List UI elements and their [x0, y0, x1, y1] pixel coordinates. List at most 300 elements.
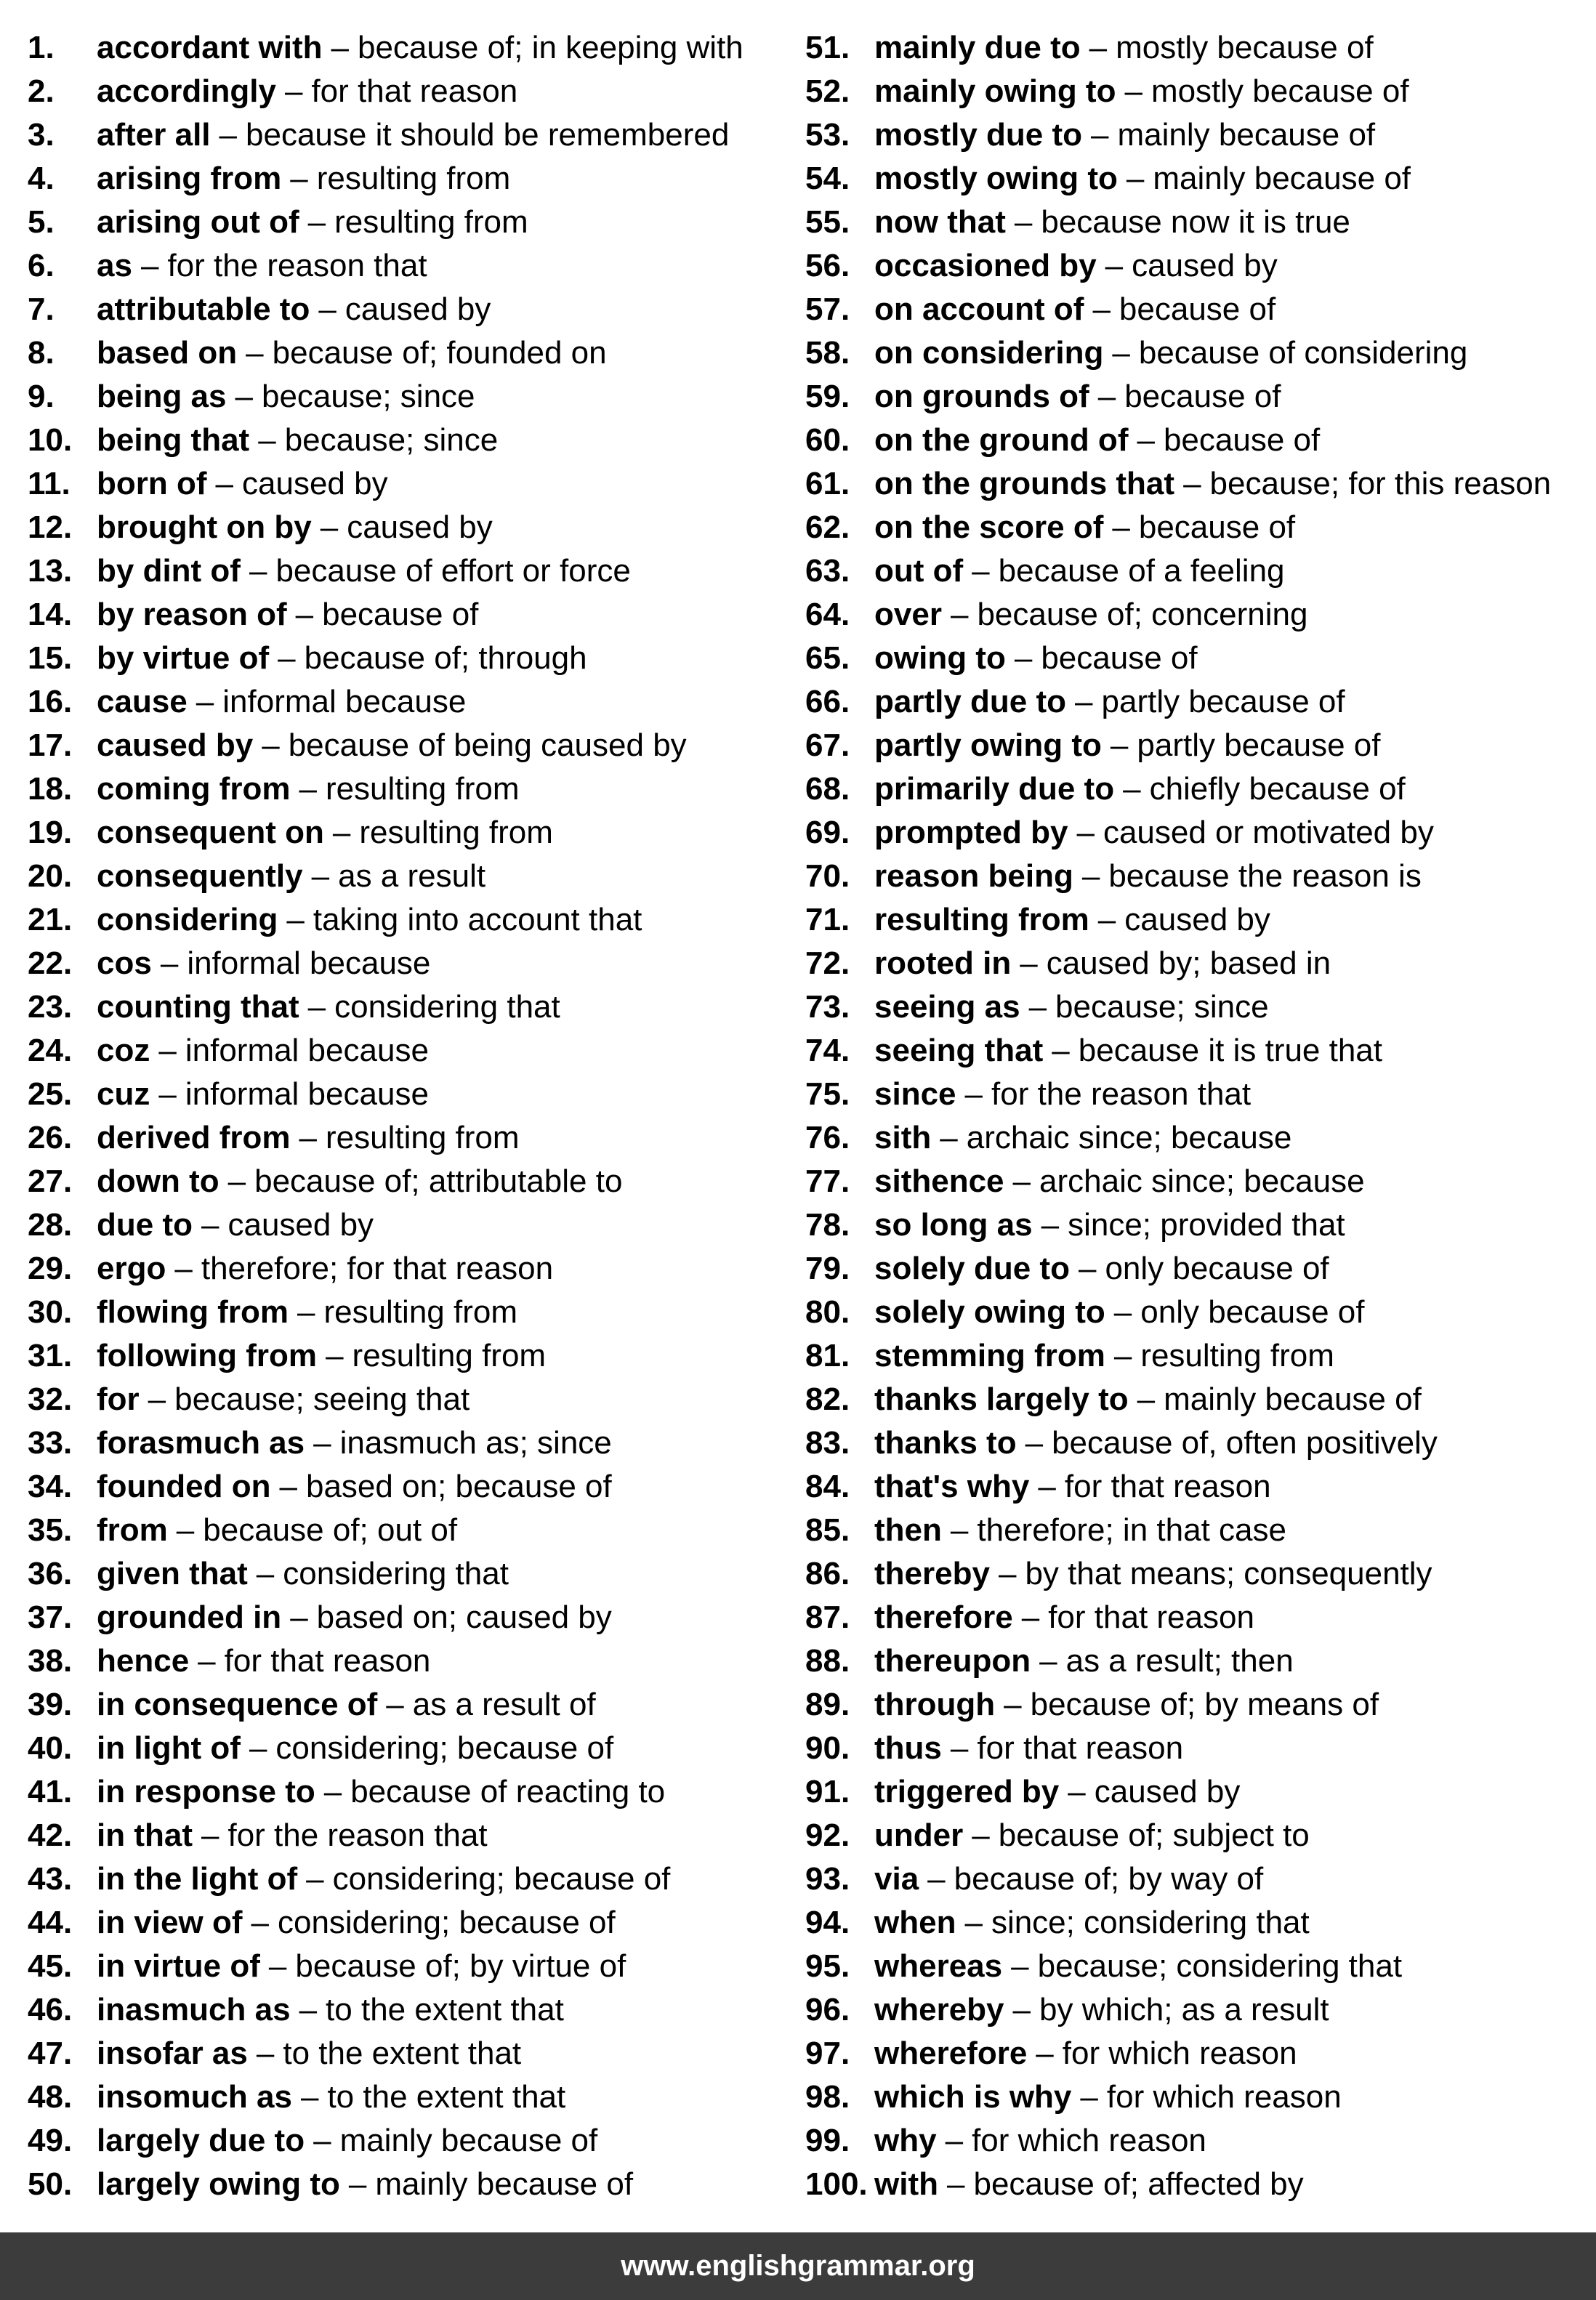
- item-number: 25.: [28, 1076, 73, 1112]
- item-number: 10.: [28, 422, 73, 458]
- item-separator: –: [1038, 1469, 1056, 1504]
- item-separator: –: [1068, 1774, 1086, 1809]
- list-item: [28, 157, 791, 201]
- item-term: on the ground of: [874, 422, 1129, 458]
- item-definition: considering that: [334, 989, 560, 1025]
- list-item: [28, 1683, 791, 1727]
- item-definition: taking into account that: [313, 902, 642, 937]
- list-item: [28, 331, 791, 375]
- item-term: accordant with: [97, 30, 323, 65]
- item-number: 34.: [28, 1469, 73, 1504]
- item-separator: –: [249, 553, 267, 589]
- item-separator: –: [1113, 1294, 1132, 1330]
- item-term: sithence: [874, 1163, 1004, 1199]
- item-term: mostly due to: [874, 117, 1083, 153]
- list-item: [805, 2119, 1590, 2163]
- item-term: in virtue of: [97, 1948, 260, 1984]
- item-term: so long as: [874, 1207, 1033, 1243]
- item-separator: –: [297, 1294, 315, 1330]
- item-definition: because of; affected by: [973, 2166, 1304, 2202]
- item-definition: caused by: [1094, 1774, 1241, 1809]
- item-definition: informal because: [185, 1076, 429, 1112]
- item-definition: because of; founded on: [272, 335, 607, 371]
- item-number: 48.: [28, 2079, 73, 2115]
- list-item: [805, 70, 1590, 113]
- item-number: 26.: [28, 1120, 73, 1155]
- item-term: out of: [874, 553, 964, 589]
- item-definition: for that reason: [1048, 1599, 1254, 1635]
- item-number: 88.: [805, 1643, 850, 1679]
- item-separator: –: [284, 73, 303, 109]
- item-definition: because the reason is: [1108, 858, 1422, 894]
- item-term: cuz: [97, 1076, 150, 1112]
- item-separator: –: [1028, 989, 1047, 1025]
- item-separator: –: [279, 1469, 297, 1504]
- item-definition: because of being caused by: [288, 727, 687, 763]
- item-definition: archaic since; because: [966, 1120, 1292, 1155]
- item-term: counting that: [97, 989, 299, 1025]
- list-item: [805, 1291, 1590, 1334]
- item-definition: considering that: [283, 1556, 509, 1591]
- item-definition: caused or motivated by: [1103, 815, 1434, 850]
- item-definition: because of considering: [1138, 335, 1468, 371]
- item-number: 78.: [805, 1207, 850, 1243]
- item-term: on considering: [874, 335, 1104, 371]
- item-definition: considering; because of: [275, 1730, 614, 1766]
- item-definition: because; since: [261, 379, 475, 414]
- item-definition: considering; because of: [277, 1905, 616, 1940]
- item-number: 42.: [28, 1817, 73, 1853]
- item-number: 58.: [805, 335, 850, 371]
- item-definition: for which reason: [972, 2123, 1206, 2158]
- list-item: [28, 462, 791, 506]
- item-separator: –: [196, 684, 214, 719]
- item-separator: –: [1105, 248, 1124, 283]
- item-term: which is why: [874, 2079, 1072, 2115]
- item-term: cos: [97, 945, 152, 981]
- item-number: 35.: [28, 1512, 73, 1548]
- item-separator: –: [1052, 1033, 1070, 1068]
- list-item: [28, 1901, 791, 1945]
- list-item: [805, 1683, 1590, 1727]
- item-term: under: [874, 1817, 964, 1853]
- item-separator: –: [998, 1556, 1017, 1591]
- list-item: [28, 637, 791, 680]
- item-definition: caused by: [242, 466, 388, 501]
- item-number: 6.: [28, 248, 55, 283]
- item-definition: only because of: [1140, 1294, 1365, 1330]
- item-separator: –: [262, 727, 280, 763]
- item-separator: –: [1021, 1599, 1040, 1635]
- item-term: largely due to: [97, 2123, 305, 2158]
- item-number: 84.: [805, 1469, 850, 1504]
- item-definition: resulting from: [323, 1294, 517, 1330]
- item-separator: –: [215, 466, 233, 501]
- item-term: through: [874, 1687, 996, 1722]
- item-separator: –: [1012, 1992, 1031, 2027]
- item-term: mainly owing to: [874, 73, 1116, 109]
- item-definition: since; considering that: [991, 1905, 1310, 1940]
- item-term: thanks largely to: [874, 1381, 1129, 1417]
- item-separator: –: [950, 1730, 969, 1766]
- item-term: thus: [874, 1730, 942, 1766]
- item-definition: because of; concerning: [977, 597, 1308, 632]
- item-term: founded on: [97, 1469, 271, 1504]
- item-term: being that: [97, 422, 250, 458]
- item-term: being as: [97, 379, 227, 414]
- list-item: [805, 2032, 1590, 2075]
- item-term: rooted in: [874, 945, 1012, 981]
- item-definition: informal because: [222, 684, 467, 719]
- item-separator: –: [246, 335, 264, 371]
- list-item: [805, 637, 1590, 680]
- list-item: [805, 1247, 1590, 1291]
- item-separator: –: [1097, 379, 1116, 414]
- item-number: 20.: [28, 858, 73, 894]
- item-term: insofar as: [97, 2035, 248, 2071]
- item-definition: because of effort or force: [275, 553, 631, 589]
- list-item: [805, 1334, 1590, 1378]
- item-definition: resulting from: [316, 161, 511, 196]
- item-term: stemming from: [874, 1338, 1105, 1373]
- item-definition: because it is true that: [1078, 1033, 1383, 1068]
- item-term: partly owing to: [874, 727, 1102, 763]
- item-definition: because; considering that: [1037, 1948, 1403, 1984]
- item-term: by virtue of: [97, 640, 270, 676]
- item-definition: because; for this reason: [1209, 466, 1552, 501]
- list-item: [805, 1116, 1590, 1160]
- item-term: in consequence of: [97, 1687, 378, 1722]
- item-definition: considering; because of: [332, 1861, 671, 1897]
- list-column-right: [805, 26, 1590, 2206]
- list-item: [805, 157, 1590, 201]
- item-term: following from: [97, 1338, 318, 1373]
- list-item: [28, 1073, 791, 1116]
- list-item: [805, 855, 1590, 898]
- item-number: 27.: [28, 1163, 73, 1199]
- item-definition: because; since: [284, 422, 499, 458]
- item-number: 89.: [805, 1687, 850, 1722]
- list-item: [805, 942, 1590, 985]
- item-number: 76.: [805, 1120, 850, 1155]
- item-definition: for the reason that: [227, 1817, 488, 1853]
- item-number: 9.: [28, 379, 55, 414]
- item-definition: because of; in keeping with: [357, 30, 743, 65]
- item-term: coz: [97, 1033, 150, 1068]
- list-item: [805, 201, 1590, 244]
- item-definition: because of; out of: [203, 1512, 458, 1548]
- list-item: [805, 331, 1590, 375]
- item-term: in response to: [97, 1774, 315, 1809]
- list-item: [805, 1857, 1590, 1901]
- item-separator: –: [251, 1905, 269, 1940]
- item-separator: –: [972, 553, 990, 589]
- item-definition: resulting from: [326, 1120, 520, 1155]
- item-separator: –: [1036, 2035, 1054, 2071]
- item-separator: –: [1076, 815, 1095, 850]
- item-number: 60.: [805, 422, 850, 458]
- item-definition: for that reason: [311, 73, 518, 109]
- item-number: 69.: [805, 815, 850, 850]
- item-separator: –: [946, 2166, 965, 2202]
- item-definition: caused by: [1124, 902, 1270, 937]
- list-item: [28, 419, 791, 462]
- item-definition: because of; subject to: [998, 1817, 1310, 1853]
- item-separator: –: [290, 1599, 308, 1635]
- item-separator: –: [1112, 335, 1130, 371]
- list-item: [28, 549, 791, 593]
- list-item: [805, 1901, 1590, 1945]
- item-number: 40.: [28, 1730, 73, 1766]
- item-term: since: [874, 1076, 956, 1112]
- item-separator: –: [927, 1861, 946, 1897]
- list-item: [28, 1378, 791, 1421]
- list-item: [28, 201, 791, 244]
- list-item: [28, 26, 791, 70]
- item-number: 8.: [28, 335, 55, 371]
- item-definition: because of: [1138, 509, 1296, 545]
- item-term: cause: [97, 684, 188, 719]
- list-item: [805, 244, 1590, 288]
- list-item: [805, 1988, 1590, 2032]
- item-definition: because of: [322, 597, 479, 632]
- item-number: 55.: [805, 204, 850, 240]
- item-number: 83.: [805, 1425, 850, 1461]
- list-item: [28, 1334, 791, 1378]
- item-definition: therefore; for that reason: [201, 1251, 554, 1286]
- item-term: due to: [97, 1207, 193, 1243]
- item-number: 67.: [805, 727, 850, 763]
- item-term: reason being: [874, 858, 1073, 894]
- item-number: 50.: [28, 2166, 73, 2202]
- item-separator: –: [1092, 291, 1111, 327]
- item-number: 80.: [805, 1294, 850, 1330]
- item-term: as: [97, 248, 132, 283]
- item-separator: –: [160, 945, 179, 981]
- list-item: [805, 1639, 1590, 1683]
- item-separator: –: [311, 858, 330, 894]
- item-separator: –: [286, 902, 305, 937]
- item-number: 49.: [28, 2123, 73, 2158]
- item-term: insomuch as: [97, 2079, 292, 2115]
- item-separator: –: [1137, 1381, 1156, 1417]
- item-definition: to the extent that: [326, 1992, 564, 2027]
- list-item: [805, 419, 1590, 462]
- item-definition: inasmuch as; since: [339, 1425, 612, 1461]
- item-term: now that: [874, 204, 1006, 240]
- item-number: 81.: [805, 1338, 850, 1373]
- item-separator: –: [313, 1425, 331, 1461]
- item-separator: –: [313, 2123, 331, 2158]
- item-separator: –: [198, 1643, 216, 1679]
- item-term: with: [874, 2166, 938, 2202]
- item-definition: resulting from: [352, 1338, 547, 1373]
- item-term: in that: [97, 1817, 193, 1853]
- item-number: 82.: [805, 1381, 850, 1417]
- item-definition: because; since: [1055, 989, 1269, 1025]
- item-separator: –: [1124, 73, 1142, 109]
- item-number: 1.: [28, 30, 55, 65]
- item-definition: since; provided that: [1068, 1207, 1345, 1243]
- item-term: inasmuch as: [97, 1992, 291, 2027]
- item-number: 70.: [805, 858, 850, 894]
- item-number: 24.: [28, 1033, 73, 1068]
- item-number: 61.: [805, 466, 850, 501]
- item-definition: because of: [1124, 379, 1281, 414]
- list-item: [28, 985, 791, 1029]
- footer-bar: [0, 2232, 1596, 2300]
- item-number: 71.: [805, 902, 850, 937]
- item-number: 28.: [28, 1207, 73, 1243]
- item-term: largely owing to: [97, 2166, 340, 2202]
- list-item: [805, 898, 1590, 942]
- list-item: [28, 898, 791, 942]
- item-term: thereby: [874, 1556, 990, 1591]
- item-number: 43.: [28, 1861, 73, 1897]
- item-term: thereupon: [874, 1643, 1031, 1679]
- item-separator: –: [307, 989, 326, 1025]
- item-term: after all: [97, 117, 211, 153]
- item-separator: –: [318, 291, 336, 327]
- item-separator: –: [299, 771, 317, 807]
- item-definition: because of a feeling: [998, 553, 1285, 589]
- item-definition: for that reason: [224, 1643, 431, 1679]
- item-separator: –: [964, 1076, 983, 1112]
- list-item: [805, 1814, 1590, 1857]
- item-separator: –: [1004, 1687, 1022, 1722]
- list-item: [28, 942, 791, 985]
- list-item: [805, 811, 1590, 855]
- item-term: given that: [97, 1556, 248, 1591]
- item-number: 33.: [28, 1425, 73, 1461]
- item-term: resulting from: [874, 902, 1089, 937]
- item-definition: only because of: [1105, 1251, 1329, 1286]
- item-separator: –: [964, 1905, 983, 1940]
- item-number: 100.: [805, 2166, 868, 2202]
- item-number: 31.: [28, 1338, 73, 1373]
- item-term: seeing that: [874, 1033, 1044, 1068]
- item-separator: –: [278, 640, 296, 676]
- item-definition: as a result of: [412, 1687, 596, 1722]
- item-separator: –: [256, 1556, 275, 1591]
- item-separator: –: [1080, 2079, 1098, 2115]
- item-number: 74.: [805, 1033, 850, 1068]
- item-separator: –: [332, 815, 351, 850]
- item-definition: because of: [1041, 640, 1198, 676]
- item-separator: –: [386, 1687, 404, 1722]
- list-item: [805, 1378, 1590, 1421]
- list-item: [28, 375, 791, 419]
- item-definition: for which reason: [1062, 2035, 1297, 2071]
- item-number: 5.: [28, 204, 55, 240]
- item-term: therefore: [874, 1599, 1013, 1635]
- list-item: [805, 26, 1590, 70]
- item-number: 54.: [805, 161, 850, 196]
- item-definition: because of; by virtue of: [295, 1948, 626, 1984]
- item-definition: for which reason: [1106, 2079, 1342, 2115]
- item-term: thanks to: [874, 1425, 1017, 1461]
- list-item: [805, 1945, 1590, 1988]
- item-separator: –: [1137, 422, 1155, 458]
- item-definition: because of; by means of: [1030, 1687, 1379, 1722]
- list-item: [805, 767, 1590, 811]
- item-definition: as a result: [338, 858, 486, 894]
- item-definition: for the reason that: [991, 1076, 1252, 1112]
- item-definition: partly because of: [1137, 727, 1381, 763]
- item-separator: –: [256, 2035, 275, 2071]
- item-term: owing to: [874, 640, 1006, 676]
- item-definition: mainly because of: [1164, 1381, 1422, 1417]
- item-number: 13.: [28, 553, 73, 589]
- item-number: 38.: [28, 1643, 73, 1679]
- item-number: 37.: [28, 1599, 73, 1635]
- item-term: in the light of: [97, 1861, 298, 1897]
- list-item: [28, 70, 791, 113]
- item-number: 45.: [28, 1948, 73, 1984]
- item-term: based on: [97, 335, 238, 371]
- list-item: [28, 1029, 791, 1073]
- item-number: 95.: [805, 1948, 850, 1984]
- item-separator: –: [300, 2079, 319, 2115]
- item-number: 15.: [28, 640, 73, 676]
- item-definition: informal because: [187, 945, 431, 981]
- item-definition: mainly because of: [375, 2166, 634, 2202]
- item-definition: because of; through: [304, 640, 587, 676]
- item-separator: –: [940, 1120, 958, 1155]
- item-definition: mainly because of: [339, 2123, 598, 2158]
- item-term: on the grounds that: [874, 466, 1175, 501]
- list-item: [28, 767, 791, 811]
- item-separator: –: [158, 1033, 177, 1068]
- item-term: derived from: [97, 1120, 291, 1155]
- list-item: [28, 1596, 791, 1639]
- item-number: 2.: [28, 73, 55, 109]
- item-term: prompted by: [874, 815, 1068, 850]
- list-item: [805, 2163, 1590, 2206]
- item-number: 79.: [805, 1251, 850, 1286]
- item-separator: –: [249, 1730, 267, 1766]
- item-number: 17.: [28, 727, 73, 763]
- item-number: 63.: [805, 553, 850, 589]
- item-separator: –: [1097, 902, 1116, 937]
- item-number: 21.: [28, 902, 73, 937]
- list-item: [805, 1160, 1590, 1203]
- item-definition: because of: [1119, 291, 1276, 327]
- list-item: [805, 1421, 1590, 1465]
- item-term: that's why: [874, 1469, 1030, 1504]
- list-item: [28, 811, 791, 855]
- list-item: [28, 244, 791, 288]
- item-term: then: [874, 1512, 942, 1548]
- item-separator: –: [1081, 858, 1100, 894]
- item-number: 77.: [805, 1163, 850, 1199]
- item-term: solely due to: [874, 1251, 1070, 1286]
- item-separator: –: [235, 379, 253, 414]
- item-separator: –: [201, 1207, 219, 1243]
- item-definition: archaic since; because: [1039, 1163, 1365, 1199]
- item-definition: resulting from: [325, 771, 520, 807]
- list-item: [805, 1073, 1590, 1116]
- item-term: by dint of: [97, 553, 241, 589]
- list-item: [805, 462, 1590, 506]
- list-item: [28, 1160, 791, 1203]
- item-number: 23.: [28, 989, 73, 1025]
- list-item: [28, 1988, 791, 2032]
- item-separator: –: [323, 1774, 342, 1809]
- item-separator: –: [307, 204, 326, 240]
- item-number: 22.: [28, 945, 73, 981]
- item-term: in light of: [97, 1730, 241, 1766]
